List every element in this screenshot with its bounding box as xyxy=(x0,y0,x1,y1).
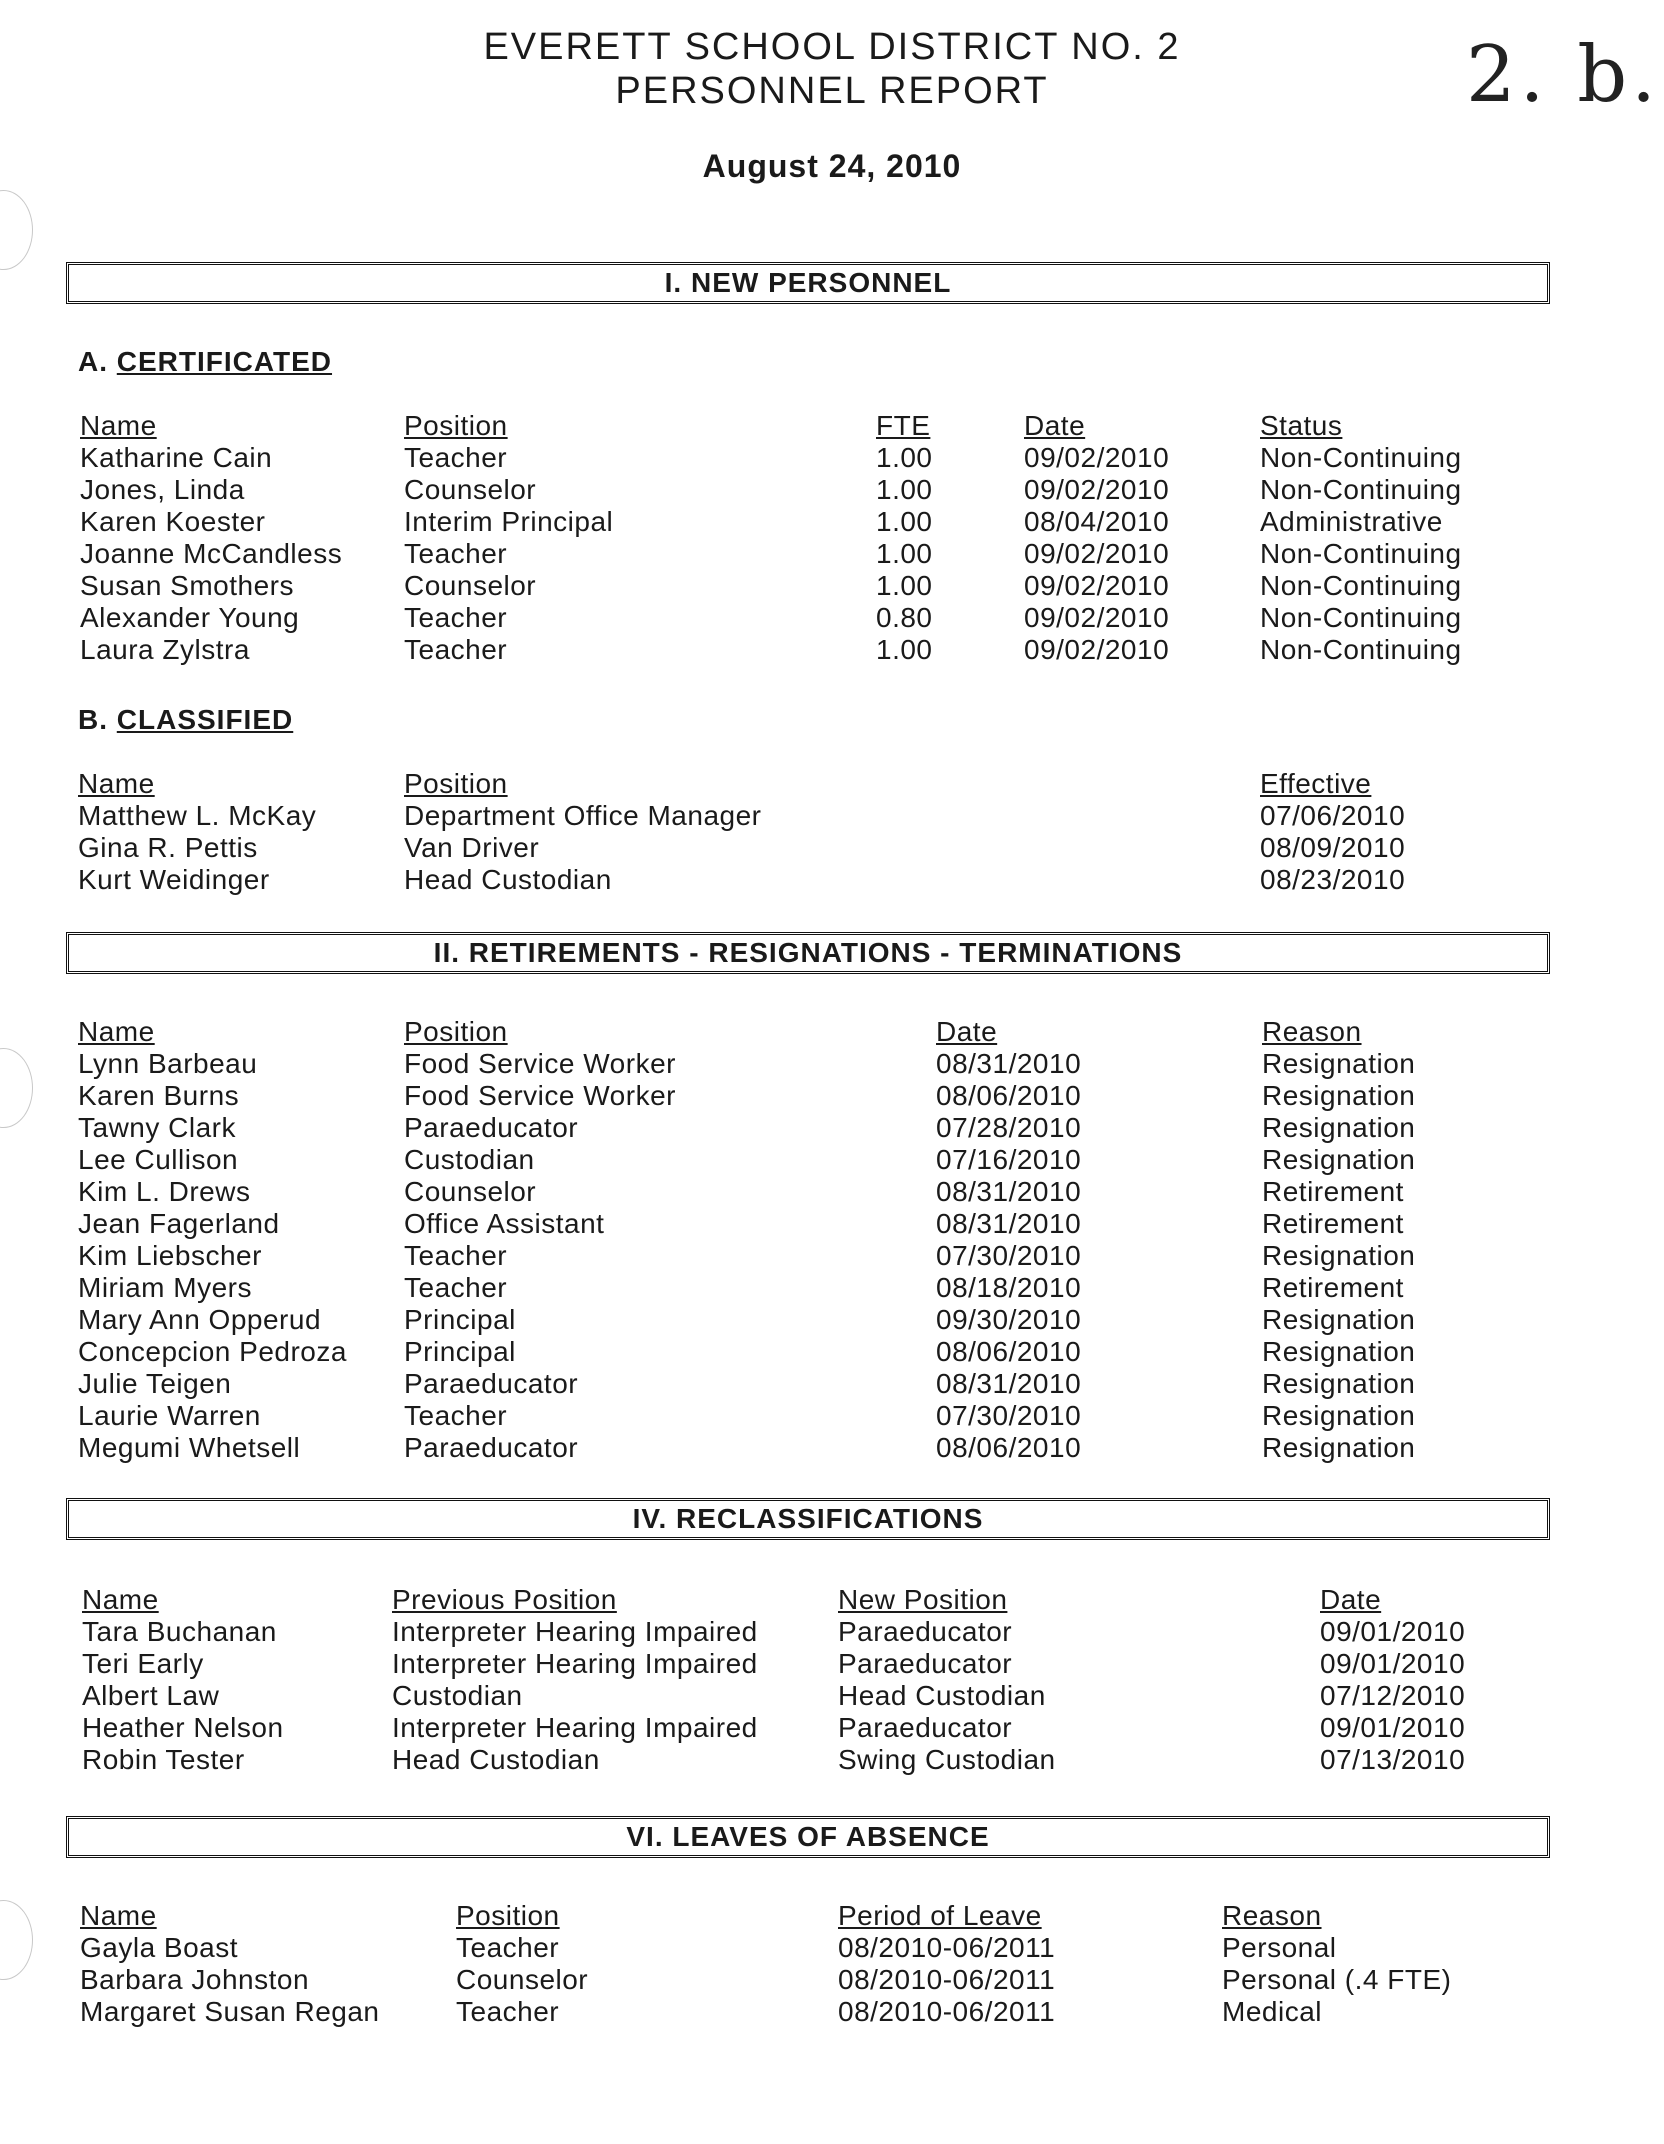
cell-date: 09/01/2010 xyxy=(1320,1712,1466,1743)
section-reclassifications xyxy=(66,1498,1550,1540)
cell-name: Concepcion Pedroza xyxy=(78,1336,347,1367)
cell-status: Non-Continuing xyxy=(1260,442,1462,473)
table-row xyxy=(0,634,1664,666)
cell-position: Counselor xyxy=(404,474,537,505)
cell-date: 07/16/2010 xyxy=(936,1144,1082,1175)
cell-fte: 1.00 xyxy=(876,442,933,473)
cell-reason: Retirement xyxy=(1262,1208,1404,1239)
cell-date: 09/30/2010 xyxy=(936,1304,1082,1335)
table-row xyxy=(0,1964,1664,1996)
cell-date: 09/01/2010 xyxy=(1320,1616,1466,1647)
cell-name: Albert Law xyxy=(82,1680,220,1711)
cell-position: Van Driver xyxy=(404,832,540,863)
section-reclassifications-title: IV. RECLASSIFICATIONS xyxy=(632,1503,984,1534)
cell-date: 08/31/2010 xyxy=(936,1208,1082,1239)
cell-reason: Retirement xyxy=(1262,1272,1404,1303)
cell-reason: Resignation xyxy=(1262,1080,1416,1111)
table-row xyxy=(0,1616,1664,1648)
leaves-header-row xyxy=(0,1900,1664,1932)
cell-name: Joanne McCandless xyxy=(80,538,343,569)
cell-name: Matthew L. McKay xyxy=(78,800,317,831)
cell-period-of-leave: 08/2010-06/2011 xyxy=(838,1964,1056,1995)
cell-reason: Personal xyxy=(1222,1932,1337,1963)
cell-position: Interim Principal xyxy=(404,506,614,537)
header-position: Position xyxy=(404,1016,508,1047)
cell-name: Mary Ann Opperud xyxy=(78,1304,322,1335)
classified-header-row xyxy=(0,768,1664,800)
table-row xyxy=(0,506,1664,538)
cell-status: Non-Continuing xyxy=(1260,634,1462,665)
cell-name: Lee Cullison xyxy=(78,1144,239,1175)
cell-new-position: Paraeducator xyxy=(838,1616,1013,1647)
cell-status: Non-Continuing xyxy=(1260,538,1462,569)
leaves-table xyxy=(0,1900,1664,2028)
cell-position: Head Custodian xyxy=(404,864,612,895)
handwritten-agenda-mark: 2. b. xyxy=(1466,30,1660,120)
cell-reason: Resignation xyxy=(1262,1432,1416,1463)
header-date: Date xyxy=(1320,1584,1382,1615)
cell-position: Food Service Worker xyxy=(404,1048,676,1079)
cell-fte: 1.00 xyxy=(876,506,933,537)
cell-position: Teacher xyxy=(404,1272,508,1303)
table-row xyxy=(0,1712,1664,1744)
cell-position: Office Assistant xyxy=(404,1208,605,1239)
cell-date: 07/30/2010 xyxy=(936,1400,1082,1431)
table-row xyxy=(0,474,1664,506)
subsection-certificated-title: CERTIFICATED xyxy=(116,346,333,377)
cell-period-of-leave: 08/2010-06/2011 xyxy=(838,1996,1056,2027)
reclassifications-header-row xyxy=(0,1584,1664,1616)
cell-fte: 1.00 xyxy=(876,474,933,505)
cell-date: 09/02/2010 xyxy=(1024,570,1170,601)
cell-position: Teacher xyxy=(404,442,508,473)
cell-name: Alexander Young xyxy=(80,602,300,633)
district-title: EVERETT SCHOOL DISTRICT NO. 2 xyxy=(483,26,1181,68)
cell-name: Kim Liebscher xyxy=(78,1240,262,1271)
table-row xyxy=(0,570,1664,602)
cell-name: Julie Teigen xyxy=(78,1368,232,1399)
cell-date: 08/06/2010 xyxy=(936,1432,1082,1463)
table-row xyxy=(0,1080,1664,1112)
header-previous-position: Previous Position xyxy=(392,1584,617,1615)
header-date: Date xyxy=(1024,410,1086,441)
subsection-classified xyxy=(78,704,293,736)
cell-position: Teacher xyxy=(404,1240,508,1271)
table-row xyxy=(0,1680,1664,1712)
cell-position: Principal xyxy=(404,1304,516,1335)
table-row xyxy=(0,1996,1664,2028)
table-row xyxy=(0,1932,1664,1964)
retirements-table xyxy=(0,1016,1664,1464)
cell-name: Laura Zylstra xyxy=(80,634,250,665)
cell-date: 07/12/2010 xyxy=(1320,1680,1466,1711)
cell-name: Tawny Clark xyxy=(78,1112,236,1143)
cell-status: Non-Continuing xyxy=(1260,570,1462,601)
cell-effective: 08/23/2010 xyxy=(1260,864,1406,895)
cell-position: Paraeducator xyxy=(404,1432,579,1463)
cell-previous-position: Interpreter Hearing Impaired xyxy=(392,1712,758,1743)
cell-position: Counselor xyxy=(456,1964,589,1995)
subsection-certificated-prefix: A. xyxy=(78,346,108,377)
cell-new-position: Head Custodian xyxy=(838,1680,1046,1711)
cell-reason: Resignation xyxy=(1262,1304,1416,1335)
header-position: Position xyxy=(456,1900,560,1931)
cell-position: Teacher xyxy=(404,1400,508,1431)
cell-date: 08/18/2010 xyxy=(936,1272,1082,1303)
section-new-personnel xyxy=(66,262,1550,304)
cell-previous-position: Interpreter Hearing Impaired xyxy=(392,1648,758,1679)
cell-previous-position: Custodian xyxy=(392,1680,523,1711)
header-name: Name xyxy=(78,768,155,799)
cell-fte: 0.80 xyxy=(876,602,933,633)
cell-position: Teacher xyxy=(404,634,508,665)
cell-reason: Resignation xyxy=(1262,1400,1416,1431)
cell-name: Jean Fagerland xyxy=(78,1208,280,1239)
cell-status: Non-Continuing xyxy=(1260,474,1462,505)
cell-name: Gina R. Pettis xyxy=(78,832,258,863)
punch-hole-top xyxy=(0,190,33,270)
table-row xyxy=(0,1744,1664,1776)
table-row xyxy=(0,1048,1664,1080)
cell-new-position: Paraeducator xyxy=(838,1648,1013,1679)
cell-date: 09/02/2010 xyxy=(1024,538,1170,569)
classified-table xyxy=(0,768,1664,896)
cell-date: 09/02/2010 xyxy=(1024,602,1170,633)
retirements-header-row xyxy=(0,1016,1664,1048)
subsection-certificated xyxy=(78,346,332,378)
cell-name: Tara Buchanan xyxy=(82,1616,277,1647)
cell-name: Margaret Susan Regan xyxy=(80,1996,380,2027)
table-row xyxy=(0,1176,1664,1208)
table-row xyxy=(0,538,1664,570)
cell-reason: Personal (.4 FTE) xyxy=(1222,1964,1452,1995)
cell-reason: Resignation xyxy=(1262,1336,1416,1367)
table-row xyxy=(0,1144,1664,1176)
cell-fte: 1.00 xyxy=(876,538,933,569)
cell-date: 08/31/2010 xyxy=(936,1176,1082,1207)
cell-reason: Retirement xyxy=(1262,1176,1404,1207)
header-name: Name xyxy=(82,1584,159,1615)
header-new-position: New Position xyxy=(838,1584,1008,1615)
header-name: Name xyxy=(78,1016,155,1047)
table-row xyxy=(0,1336,1664,1368)
table-row xyxy=(0,1400,1664,1432)
cell-position: Paraeducator xyxy=(404,1112,579,1143)
cell-position: Paraeducator xyxy=(404,1368,579,1399)
cell-status: Administrative xyxy=(1260,506,1443,537)
cell-status: Non-Continuing xyxy=(1260,602,1462,633)
cell-date: 08/31/2010 xyxy=(936,1368,1082,1399)
table-row xyxy=(0,1208,1664,1240)
cell-position: Food Service Worker xyxy=(404,1080,676,1111)
table-row xyxy=(0,1272,1664,1304)
cell-reason: Resignation xyxy=(1262,1240,1416,1271)
header-date: Date xyxy=(936,1016,998,1047)
cell-position: Counselor xyxy=(404,570,537,601)
cell-date: 08/06/2010 xyxy=(936,1080,1082,1111)
certificated-header-row xyxy=(0,410,1664,442)
cell-name: Laurie Warren xyxy=(78,1400,261,1431)
cell-name: Barbara Johnston xyxy=(80,1964,310,1995)
header-reason: Reason xyxy=(1262,1016,1362,1047)
section-new-personnel-title: I. NEW PERSONNEL xyxy=(664,267,952,298)
cell-date: 09/02/2010 xyxy=(1024,442,1170,473)
cell-position: Teacher xyxy=(404,602,508,633)
table-row xyxy=(0,800,1664,832)
cell-reason: Resignation xyxy=(1262,1112,1416,1143)
cell-name: Kim L. Drews xyxy=(78,1176,251,1207)
certificated-table xyxy=(0,410,1664,666)
header-reason: Reason xyxy=(1222,1900,1322,1931)
table-row xyxy=(0,602,1664,634)
cell-reason: Resignation xyxy=(1262,1048,1416,1079)
header-period-of-leave: Period of Leave xyxy=(838,1900,1042,1931)
cell-position: Custodian xyxy=(404,1144,535,1175)
cell-date: 09/02/2010 xyxy=(1024,474,1170,505)
cell-fte: 1.00 xyxy=(876,634,933,665)
cell-name: Susan Smothers xyxy=(80,570,294,601)
cell-position: Counselor xyxy=(404,1176,537,1207)
table-row xyxy=(0,1648,1664,1680)
cell-name: Heather Nelson xyxy=(82,1712,284,1743)
header-effective: Effective xyxy=(1260,768,1372,799)
cell-new-position: Swing Custodian xyxy=(838,1744,1056,1775)
cell-position: Teacher xyxy=(404,538,508,569)
cell-effective: 08/09/2010 xyxy=(1260,832,1406,863)
cell-name: Lynn Barbeau xyxy=(78,1048,258,1079)
cell-date: 09/02/2010 xyxy=(1024,634,1170,665)
section-retirements-title: II. RETIREMENTS - RESIGNATIONS - TERMINATIONS xyxy=(433,937,1183,968)
cell-effective: 07/06/2010 xyxy=(1260,800,1406,831)
cell-name: Katharine Cain xyxy=(80,442,273,473)
cell-name: Gayla Boast xyxy=(80,1932,239,1963)
header-status: Status xyxy=(1260,410,1343,441)
cell-position: Teacher xyxy=(456,1932,560,1963)
table-row xyxy=(0,1240,1664,1272)
cell-position: Department Office Manager xyxy=(404,800,762,831)
cell-reason: Medical xyxy=(1222,1996,1322,2027)
cell-date: 07/13/2010 xyxy=(1320,1744,1466,1775)
cell-new-position: Paraeducator xyxy=(838,1712,1013,1743)
reclassifications-table xyxy=(0,1584,1664,1776)
table-row xyxy=(0,832,1664,864)
cell-name: Megumi Whetsell xyxy=(78,1432,301,1463)
table-row xyxy=(0,442,1664,474)
cell-date: 09/01/2010 xyxy=(1320,1648,1466,1679)
header-name: Name xyxy=(80,1900,157,1931)
header-position: Position xyxy=(404,410,508,441)
cell-date: 08/06/2010 xyxy=(936,1336,1082,1367)
cell-name: Karen Koester xyxy=(80,506,266,537)
table-row xyxy=(0,1112,1664,1144)
table-row xyxy=(0,864,1664,896)
cell-reason: Resignation xyxy=(1262,1368,1416,1399)
cell-date: 07/28/2010 xyxy=(936,1112,1082,1143)
cell-previous-position: Head Custodian xyxy=(392,1744,600,1775)
cell-date: 07/30/2010 xyxy=(936,1240,1082,1271)
cell-name: Teri Early xyxy=(82,1648,204,1679)
table-row xyxy=(0,1432,1664,1464)
report-title: PERSONNEL REPORT xyxy=(615,70,1049,112)
section-retirements xyxy=(66,932,1550,974)
subsection-classified-title: CLASSIFIED xyxy=(116,704,294,735)
table-row xyxy=(0,1304,1664,1336)
cell-date: 08/04/2010 xyxy=(1024,506,1170,537)
cell-name: Karen Burns xyxy=(78,1080,240,1111)
cell-reason: Resignation xyxy=(1262,1144,1416,1175)
header-position: Position xyxy=(404,768,508,799)
cell-name: Kurt Weidinger xyxy=(78,864,270,895)
report-date: August 24, 2010 xyxy=(702,148,962,184)
cell-position: Teacher xyxy=(456,1996,560,2027)
cell-name: Jones, Linda xyxy=(80,474,245,505)
cell-date: 08/31/2010 xyxy=(936,1048,1082,1079)
cell-name: Miriam Myers xyxy=(78,1272,252,1303)
cell-fte: 1.00 xyxy=(876,570,933,601)
header-name: Name xyxy=(80,410,157,441)
cell-position: Principal xyxy=(404,1336,516,1367)
section-leaves-of-absence xyxy=(66,1816,1550,1858)
header-fte: FTE xyxy=(876,410,931,441)
subsection-classified-prefix: B. xyxy=(78,704,108,735)
table-row xyxy=(0,1368,1664,1400)
section-leaves-title: VI. LEAVES OF ABSENCE xyxy=(626,1821,990,1852)
cell-period-of-leave: 08/2010-06/2011 xyxy=(838,1932,1056,1963)
cell-previous-position: Interpreter Hearing Impaired xyxy=(392,1616,758,1647)
cell-name: Robin Tester xyxy=(82,1744,245,1775)
